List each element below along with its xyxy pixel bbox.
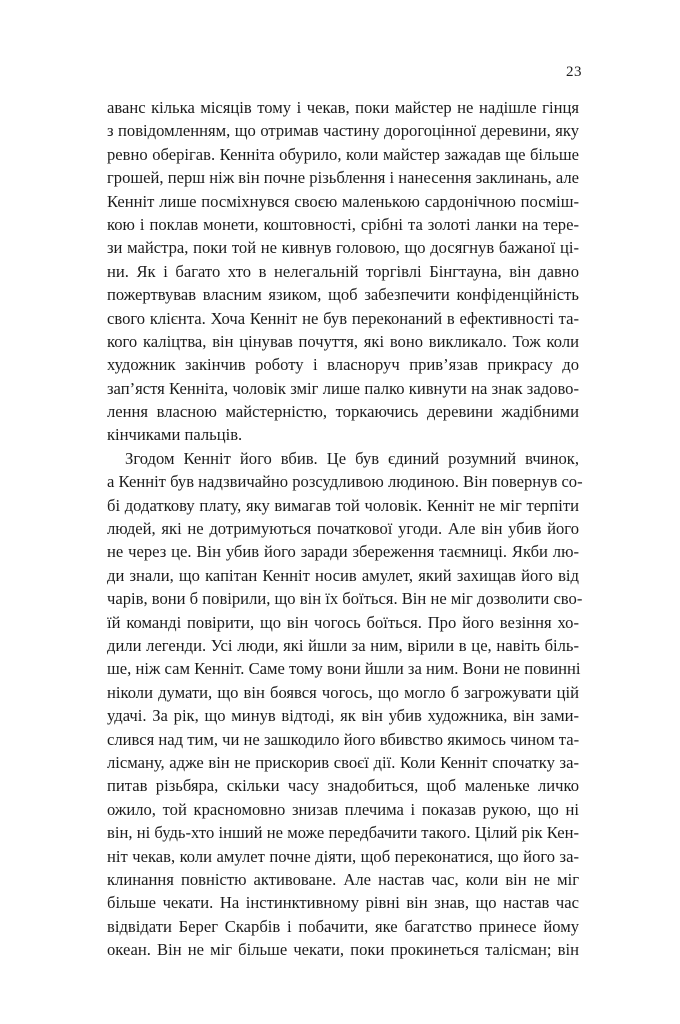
text-line: кінчиками пальців. [107,425,243,445]
text-line: питав різьбяра, скільки часу знадобиться, щоб маленьке личко [107,776,579,796]
text-line: ніколи думати, що він боявся чогось, що могло б загрожувати цій [107,682,579,702]
text-line: людей, які не дотримуються початкової угоди. Але він убив його [107,519,579,539]
text-line: художник закінчив роботу і власноруч прив’язав прикрасу до [107,355,579,375]
text-line: аванс кілька місяців тому і чекав, поки майстер не надішле гінця [107,98,579,117]
text-line: ніт чекав, коли амулет почне діяти, щоб переконатися, що його за- [107,846,579,866]
text-line: ожило, той красномовно знизав плечима і показав рукою, що ні [107,799,579,819]
text-line: свого клієнта. Хоча Кенніт не був переконаний в ефективності та- [107,308,579,328]
text-line: океан. Він не міг більше чекати, поки прокинеться талісман; він [107,940,579,960]
page-number: 23 [566,64,582,80]
text-line: удачі. За рік, що минув відтоді, як він убив художника, він зами- [107,706,579,726]
text-line: не через це. Він убив його заради збереження таємниці. Якби лю- [107,542,579,562]
text-line: лення власною майстерністю, торкаючись деревини жадібними [107,402,579,422]
paragraph-first-line: Згодом Кенніт його вбив. Це був єдиний розумний вчинок, [125,448,579,468]
text-line: Кенніт лише посміхнувся своєю маленькою сардонічною посміш- [107,191,579,211]
text-line: відвідати Берег Скарбів і побачити, яке багатство принесе йому [107,916,579,936]
text-line: бі додаткову плату, яку вимагав той чоловік. Кенніт не міг терпіти [107,495,579,515]
text-line: дили легенди. Усі люди, які йшли за ним, вірили в це, навіть біль- [107,635,579,655]
text-line: грошей, перш ніж він почне різьблення і нанесення заклинань, але [107,168,579,188]
text-line: зап’ястя Кенніта, чоловік зміг лише палко кивнути на знак задово- [107,378,579,398]
text-line: ше, ніж сам Кенніт. Саме тому вони йшли за ним. Вони не повинні [107,659,581,679]
text-line: лісману, адже він не прискорив своєї дії. Коли Кенніт спочатку за- [107,752,579,772]
text-line: кого каліцтва, він цінував почуття, які воно викликало. Тож коли [107,331,579,351]
text-line: клинання повністю активоване. Але настав час, коли він не міг [107,869,579,889]
text-line: ди знали, що капітан Кенніт носив амулет, який захищав його від [107,565,579,585]
text-line: він, ні будь-хто інший не може передбачити такого. Цілий рік Кен- [107,823,579,843]
text-line: кою і поклав монети, коштовності, срібні та золоті ланки на тере- [107,214,579,234]
text-line: більше чекати. На інстинктивному рівні він знав, що настав час [107,893,579,913]
text-line: їй команді повірити, що він чогось боїться. Про його везіння хо- [107,612,579,632]
text-line: а Кенніт був надзвичайно розсудливою людиною. Він повернув со- [107,472,583,492]
text-line: з повідомленням, що отримав частину дорогоцінної деревини, яку [107,121,579,141]
text-line: чарів, вони б повірили, що він їх боїться. Він не міг дозволити сво- [107,589,583,609]
text-line: зи майстра, поки той не кивнув головою, що досягнув бажаної ці- [107,238,579,258]
text-line: пожертвував власним язиком, щоб забезпечити конфіденційність [107,285,579,305]
text-line: слився над тим, чи не зашкодило його вбивство якимось чином та- [107,729,580,749]
text-line: ревно оберігав. Кенніта обурило, коли майстер зажадав ще більше [107,144,579,164]
body-text [107,96,583,961]
text-line: ни. Як і багато хто в нелегальній торгівлі Бінгтауна, він давно [107,261,579,281]
